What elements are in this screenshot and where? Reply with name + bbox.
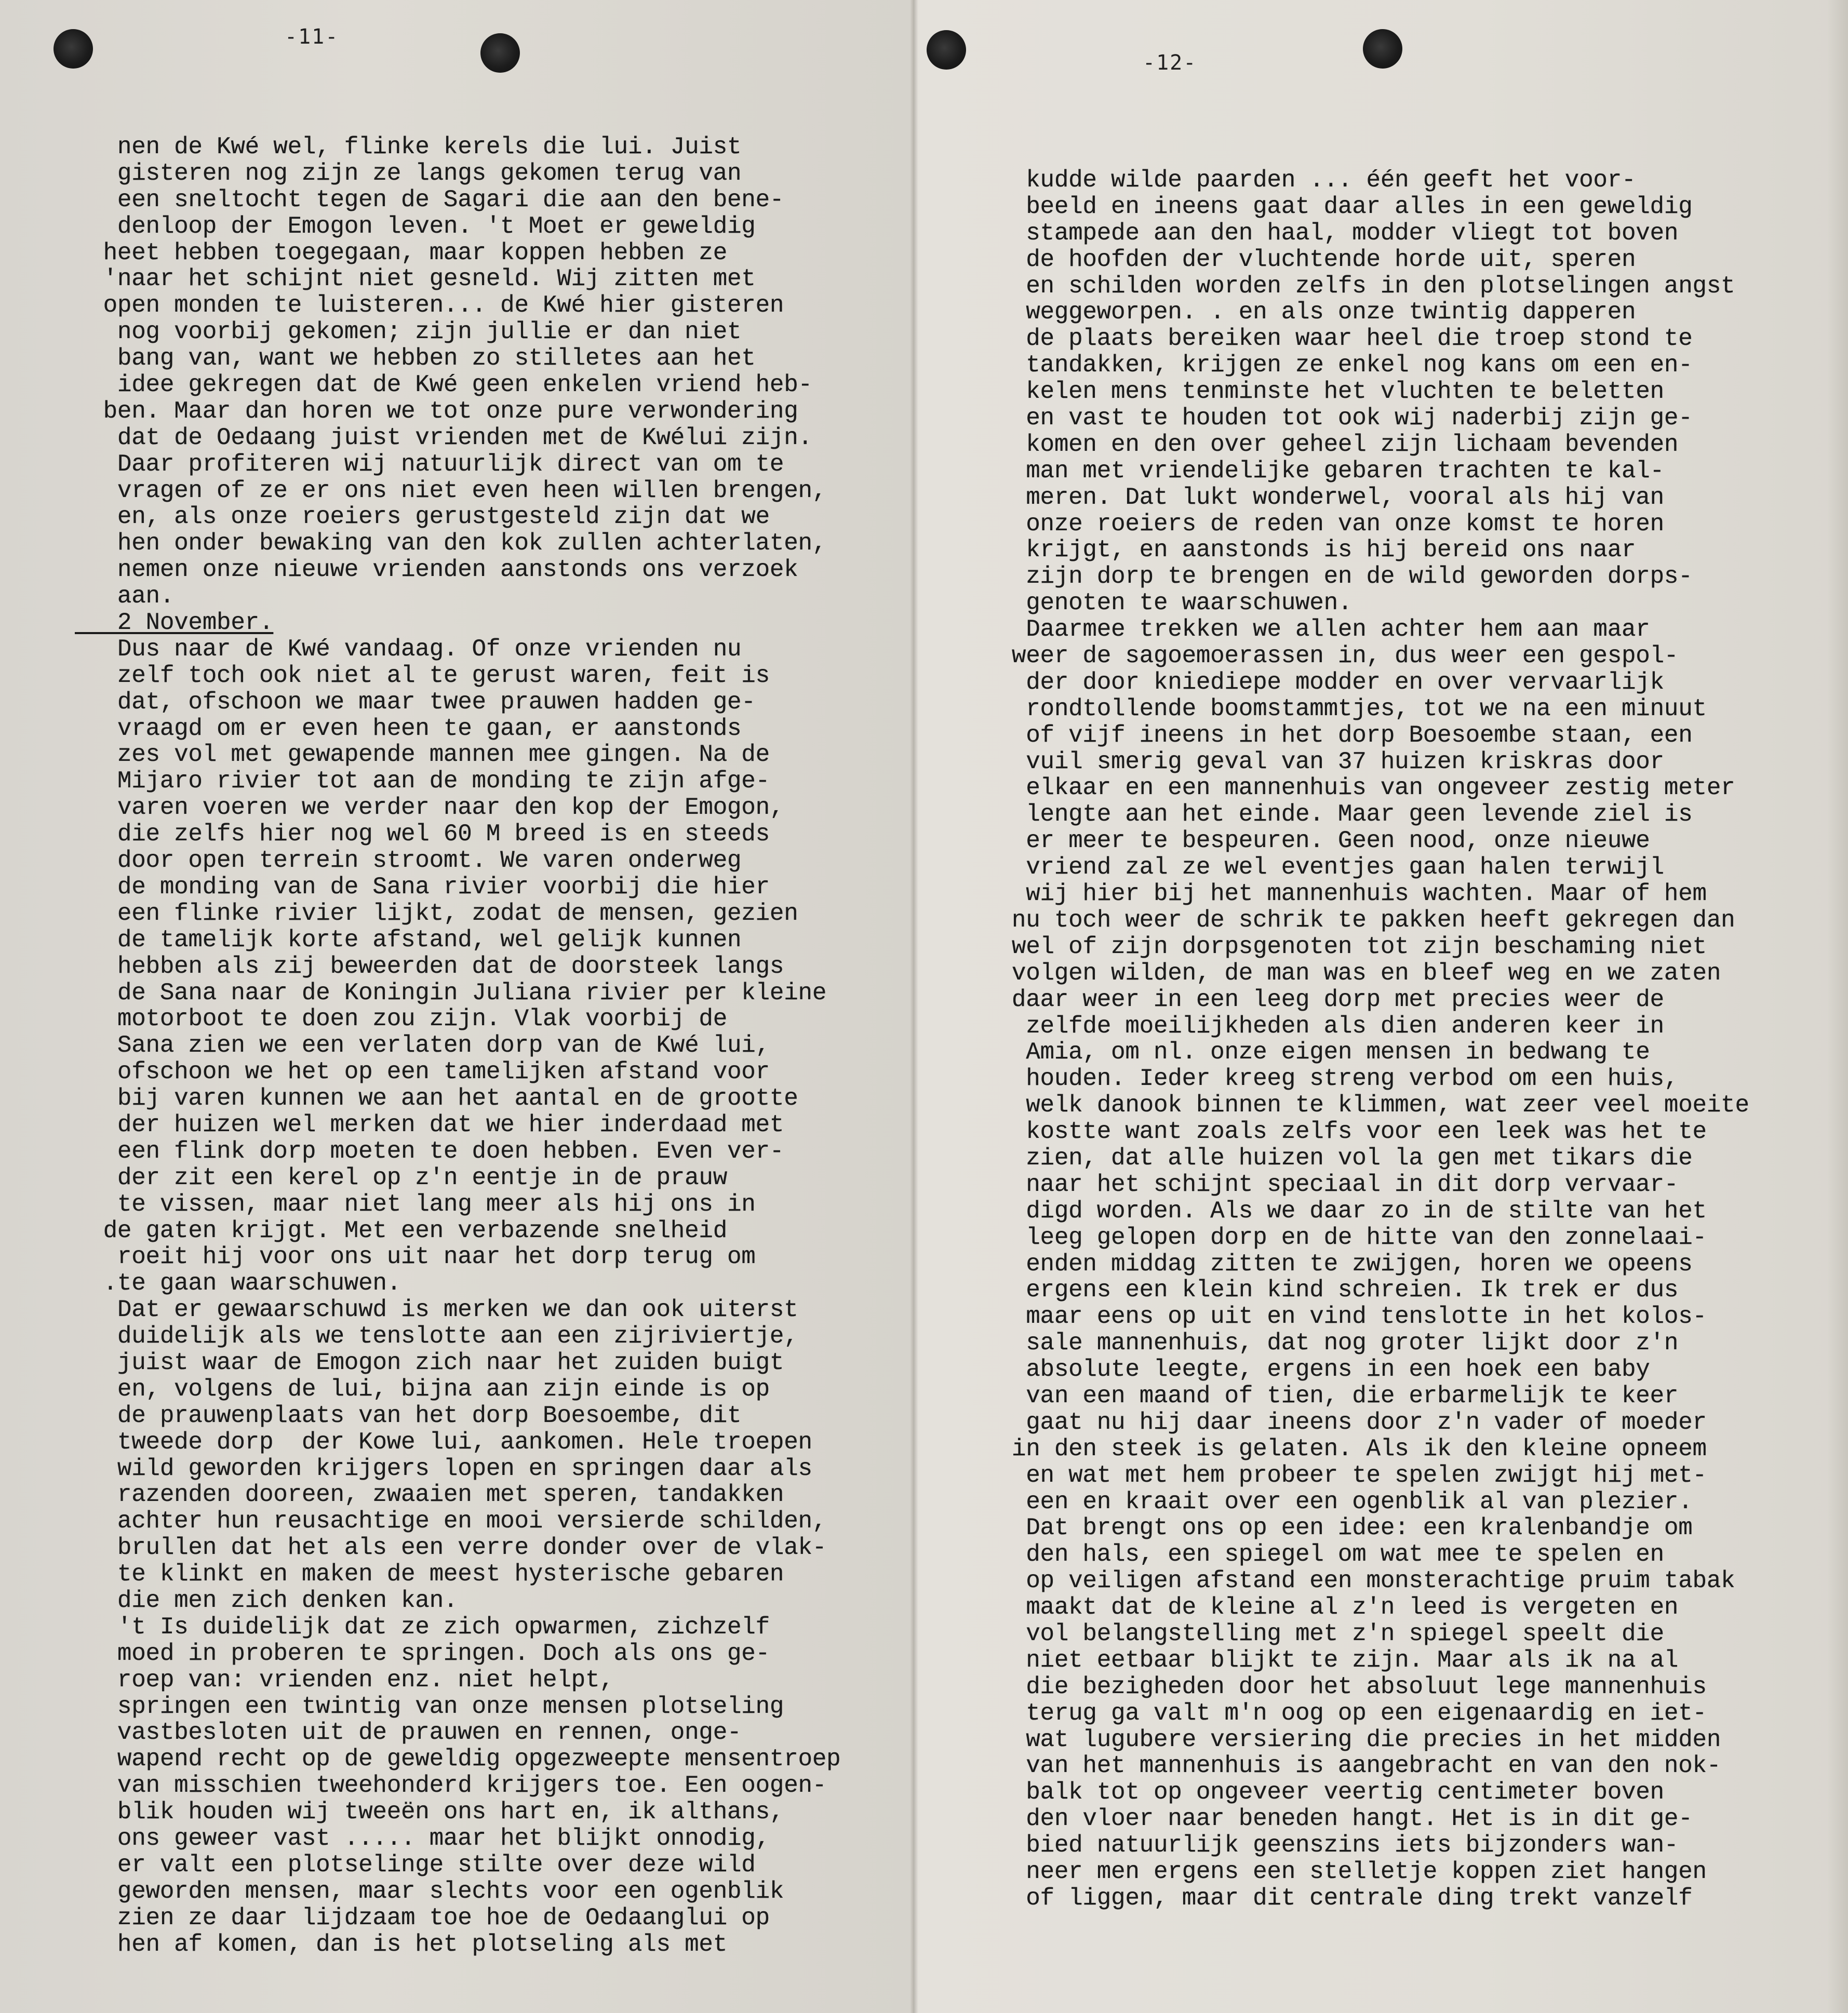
text-line: vol belangstelling met z'n spiegel speelt die xyxy=(969,1620,1664,1647)
text-line: gaat nu hij daar ineens door z'n vader of moeder xyxy=(969,1408,1707,1436)
text-line: vriend zal ze wel eventjes gaan halen terwijl xyxy=(969,854,1664,881)
text-line: krijgt, en aanstonds is hij bereid ons naar xyxy=(969,536,1636,564)
text-line: van het mannenhuis is aangebracht en van den nok- xyxy=(969,1752,1721,1780)
text-line: en vast te houden tot ook wij naderbij zijn ge- xyxy=(969,405,1693,432)
text-line: Dat er gewaarschuwd is merken we dan ook uiterst xyxy=(75,1296,798,1324)
text-line: en, volgens de lui, bijna aan zijn einde is op xyxy=(75,1375,770,1403)
text-line: of vijf ineens in het dorp Boesoembe staan, een xyxy=(969,721,1693,749)
text-line: komen en den over geheel zijn lichaam bevenden xyxy=(969,431,1679,458)
text-line: bang van, want we hebben zo stilletes aan het xyxy=(75,345,756,372)
text-line: roep van: vrienden enz. niet helpt, xyxy=(75,1666,614,1694)
text-line: den hals, een spiegel om wat mee te spelen en xyxy=(969,1541,1664,1568)
text-line: ergens een klein kind schreien. Ik trek er dus xyxy=(969,1277,1679,1304)
text-line: vastbesloten uit de prauwen en rennen, onge- xyxy=(75,1719,742,1747)
text-line: en schilden worden zelfs in den plotselingen angst xyxy=(969,272,1735,300)
text-line: digd worden. Als we daar zo in de stilte van het xyxy=(969,1197,1707,1225)
text-line: ons geweer vast ..... maar het blijkt onnodig, xyxy=(75,1825,770,1852)
text-line: nu toch weer de schrik te pakken heeft gekregen dan xyxy=(969,906,1735,934)
text-line: vragen of ze er ons niet even heen willen brengen, xyxy=(75,477,827,504)
text-line: een en kraait over een ogenblik al van plezier. xyxy=(969,1488,1693,1515)
text-line: motorboot te doen zou zijn. Vlak voorbij de xyxy=(75,1005,728,1033)
text-line: de tamelijk korte afstand, wel gelijk kunnen xyxy=(75,926,742,954)
page-body-text xyxy=(969,167,1749,1912)
text-line: elkaar en een mannenhuis van ongeveer zestig meter xyxy=(969,774,1735,802)
text-line: die zelfs hier nog wel 60 M breed is en steeds xyxy=(75,821,770,848)
text-line: achter hun reusachtige en mooi versierde schilden, xyxy=(75,1508,827,1535)
text-line: absolute leegte, ergens in een hoek een baby xyxy=(969,1356,1650,1384)
text-line: maar eens op uit en vind tenslotte in het kolos- xyxy=(969,1303,1707,1331)
text-line: kostte want zoals zelfs voor een leek was het te xyxy=(969,1118,1707,1146)
text-line: hen onder bewaking van den kok zullen achterlaten, xyxy=(75,530,827,557)
text-line: Sana zien we een verlaten dorp van de Kwé lui, xyxy=(75,1032,770,1059)
text-line: Amia, om nl. onze eigen mensen in bedwang te xyxy=(969,1039,1650,1066)
text-line: die men zich denken kan. xyxy=(75,1587,458,1614)
text-line: er valt een plotselinge stilte over deze wild xyxy=(75,1851,756,1878)
text-line: maakt dat de kleine al z'n leed is vergeten en xyxy=(969,1594,1679,1621)
text-line: op veiligen afstand een monsterachtige pruim tabak xyxy=(969,1567,1735,1595)
text-line: door open terrein stroomt. We varen onderweg xyxy=(75,847,742,875)
text-line: brullen dat het als een verre donder over de vlak- xyxy=(75,1534,827,1562)
text-line: rondtollende boomstammtjes, tot we na een minuut xyxy=(969,695,1707,722)
text-line: of liggen, maar dit centrale ding trekt vanzelf xyxy=(969,1884,1693,1912)
text-line: de hoofden der vluchtende horde uit, speren xyxy=(969,246,1636,273)
text-line: der zit een kerel op z'n eentje in de prauw xyxy=(75,1164,728,1191)
date-heading: 2 November. xyxy=(75,609,274,637)
text-line: meren. Dat lukt wonderwel, vooral als hij van xyxy=(969,484,1664,511)
text-line: juist waar de Emogon zich naar het zuiden buigt xyxy=(75,1349,784,1376)
text-line: een sneltocht tegen de Sagari die aan den bene- xyxy=(75,186,784,213)
text-line: te vissen, maar niet lang meer als hij ons in xyxy=(75,1190,756,1218)
text-line: wild geworden krijgers lopen en springen daar als xyxy=(75,1455,812,1482)
text-line: tandakken, krijgen ze enkel nog kans om een en- xyxy=(969,352,1693,379)
text-line: balk tot op ongeveer veertig centimeter boven xyxy=(969,1779,1664,1806)
text-line: vuil smerig geval van 37 huizen kriskras door xyxy=(969,748,1664,775)
text-line: tweede dorp der Kowe lui, aankomen. Hele troepen xyxy=(75,1428,812,1456)
text-line: blik houden wij tweeën ons hart en, ik althans, xyxy=(75,1799,784,1826)
text-line: vraagd om er even heen te gaan, er aanstonds xyxy=(75,715,742,742)
text-line: de gaten krijgt. Met een verbazende snelheid xyxy=(75,1217,728,1244)
text-line: wat lugubere versiering die precies in het midden xyxy=(969,1726,1721,1753)
text-line: en wat met hem probeer te spelen zwijgt hij met- xyxy=(969,1461,1707,1489)
text-line: 't Is duidelijk dat ze zich opwarmen, zichzelf xyxy=(75,1613,770,1641)
left-page xyxy=(0,0,914,2013)
text-line: de Sana naar de Koningin Juliana rivier per kleine xyxy=(75,979,827,1006)
text-line: ben. Maar dan horen we tot onze pure verwondering xyxy=(75,397,798,425)
text-line: de prauwenplaats van het dorp Boesoembe, dit xyxy=(75,1402,742,1429)
text-line: bij varen kunnen we aan het aantal en de grootte xyxy=(75,1085,798,1112)
text-line: denloop der Emogon leven. 't Moet er geweldig xyxy=(75,212,756,240)
text-line: terug ga valt m'n oog op een eigenaardig en iet- xyxy=(969,1699,1707,1727)
text-line: springen een twintig van onze mensen plotseling xyxy=(75,1693,784,1720)
text-line: razenden dooreen, zwaaien met speren, tandakken xyxy=(75,1481,784,1509)
text-line: te klinkt en maken de meest hysterische gebaren xyxy=(75,1561,784,1588)
text-line: aan. xyxy=(75,583,175,610)
text-line: kudde wilde paarden ... één geeft het voor- xyxy=(969,167,1636,194)
page-number: -12- xyxy=(1143,51,1197,75)
text-line: nemen onze nieuwe vrienden aanstonds ons verzoek xyxy=(75,556,798,584)
text-line: houden. Ieder kreeg streng verbod om een huis, xyxy=(969,1065,1679,1093)
text-line: kelen mens tenminste het vluchten te beletten xyxy=(969,378,1664,406)
text-line: een flink dorp moeten te doen hebben. Even ver- xyxy=(75,1137,784,1165)
text-line: Daarmee trekken we allen achter hem aan maar xyxy=(969,616,1650,643)
text-line: duidelijk als we tenslotte aan een zijriviertje, xyxy=(75,1323,798,1350)
text-line: welk danook binnen te klimmen, wat zeer veel moeite xyxy=(969,1092,1749,1119)
text-line: neer men ergens een stelletje koppen ziet hangen xyxy=(969,1858,1707,1885)
text-line: open monden te luisteren... de Kwé hier gisteren xyxy=(75,292,784,319)
text-line: dat de Oedaang juist vrienden met de Kwélui zijn. xyxy=(75,424,812,451)
text-line: de monding van de Sana rivier voorbij die hier xyxy=(75,873,770,901)
text-line: moed in proberen te springen. Doch als ons ge- xyxy=(75,1640,770,1667)
text-line: ofschoon we het op een tamelijken afstand voor xyxy=(75,1058,770,1086)
text-line: idee gekregen dat de Kwé geen enkelen vriend heb- xyxy=(75,371,812,399)
text-line: man met vriendelijke gebaren trachten te kal- xyxy=(969,457,1664,485)
text-line: Mijaro rivier tot aan de monding te zijn afge- xyxy=(75,768,770,795)
text-line: bied natuurlijk geenszins iets bijzonders wan- xyxy=(969,1832,1679,1859)
text-line: zijn dorp te brengen en de wild geworden dorps- xyxy=(969,563,1693,591)
text-line: niet eetbaar blijkt te zijn. Maar als ik na al xyxy=(969,1646,1679,1674)
punch-hole xyxy=(53,29,93,69)
text-line: roeit hij voor ons uit naar het dorp terug om xyxy=(75,1243,756,1271)
text-line: zien, dat alle huizen vol la gen met tikars die xyxy=(969,1144,1693,1172)
text-line: lengte aan het einde. Maar geen levende ziel is xyxy=(969,801,1693,828)
text-line: er meer te bespeuren. Geen nood, onze nieuwe xyxy=(969,827,1650,855)
text-line: leeg gelopen dorp en de hitte van den zonnelaai- xyxy=(969,1224,1707,1251)
punch-hole xyxy=(480,33,520,73)
text-line: zes vol met gewapende mannen mee gingen. Na de xyxy=(75,741,770,769)
punch-hole xyxy=(1363,29,1402,69)
text-line: zien ze daar lijdzaam toe hoe de Oedaanglui op xyxy=(75,1904,770,1931)
text-line: genoten te waarschuwen. xyxy=(969,589,1352,617)
text-line: enden middag zitten te zwijgen, horen we opeens xyxy=(969,1250,1693,1278)
text-line: varen voeren we verder naar den kop der Emogon, xyxy=(75,794,784,822)
text-line: een flinke rivier lijkt, zodat de mensen, gezien xyxy=(75,900,798,927)
text-line: zelf toch ook niet al te gerust waren, feit is xyxy=(75,662,770,689)
text-line: den vloer naar beneden hangt. Het is in dit ge- xyxy=(969,1805,1693,1833)
text-line: nen de Kwé wel, flinke kerels die lui. Juist xyxy=(75,133,742,160)
text-line: onze roeiers de reden van onze komst te horen xyxy=(969,510,1664,538)
text-line: van een maand of tien, die erbarmelijk te keer xyxy=(969,1382,1679,1410)
text-line: sale mannenhuis, dat nog groter lijkt door z'n xyxy=(969,1330,1679,1357)
right-page xyxy=(914,0,1848,2013)
punch-hole xyxy=(927,30,966,70)
text-line: .te gaan waarschuwen. xyxy=(75,1270,401,1297)
text-line: wapend recht op de geweldig opgezweepte mensentroep xyxy=(75,1746,841,1773)
text-line: Dat brengt ons op een idee: een kralenbandje om xyxy=(969,1514,1693,1542)
text-line: van misschien tweehonderd krijgers toe. Een oogen- xyxy=(75,1772,827,1800)
page-number: -11- xyxy=(285,25,339,49)
text-line: hebben als zij beweerden dat de doorsteek langs xyxy=(75,952,784,980)
text-line: Dus naar de Kwé vandaag. Of onze vrienden nu xyxy=(75,635,742,663)
text-line: de plaats bereiken waar heel die troep stond te xyxy=(969,325,1693,353)
text-line: hen af komen, dan is het plotseling als met xyxy=(75,1930,728,1958)
text-line: beeld en ineens gaat daar alles in een geweldig xyxy=(969,193,1693,220)
text-line: der door kniediepe modder en over vervaarlijk xyxy=(969,668,1664,696)
page-body-text xyxy=(75,134,840,1957)
text-line: die bezigheden door het absoluut lege mannenhuis xyxy=(969,1673,1707,1700)
text-line: volgen wilden, de man was en bleef weg en we zaten xyxy=(969,959,1721,987)
text-line: en, als onze roeiers gerustgesteld zijn dat we xyxy=(75,503,770,531)
text-line: daar weer in een leeg dorp met precies weer de xyxy=(969,986,1664,1013)
text-line: nog voorbij gekomen; zijn jullie er dan niet xyxy=(75,318,742,346)
text-line: heet hebben toegegaan, maar koppen hebben ze xyxy=(75,239,728,266)
text-line: wel of zijn dorpsgenoten tot zijn beschaming niet xyxy=(969,933,1707,960)
text-line: stampede aan den haal, modder vliegt tot boven xyxy=(969,219,1679,247)
text-line: zelfde moeilijkheden als dien anderen keer in xyxy=(969,1012,1664,1040)
text-line: weer de sagoemoerassen in, dus weer een gespol- xyxy=(969,642,1679,670)
text-line: in den steek is gelaten. Als ik den kleine opneem xyxy=(969,1435,1707,1462)
text-line: naar het schijnt speciaal in dit dorp vervaar- xyxy=(969,1171,1679,1198)
text-line: Daar profiteren wij natuurlijk direct van om te xyxy=(75,450,784,478)
text-line: geworden mensen, maar slechts voor een ogenblik xyxy=(75,1877,784,1905)
text-line: weggeworpen. . en als onze twintig dapperen xyxy=(969,299,1636,326)
text-line: wij hier bij het mannenhuis wachten. Maar of hem xyxy=(969,880,1707,908)
text-line: gisteren nog zijn ze langs gekomen terug van xyxy=(75,159,742,187)
text-line: der huizen wel merken dat we hier inderdaad met xyxy=(75,1111,784,1138)
text-line: 'naar het schijnt niet gesneld. Wij zitten met xyxy=(75,265,756,293)
text-line: dat, ofschoon we maar twee prauwen hadden ge- xyxy=(75,688,756,716)
